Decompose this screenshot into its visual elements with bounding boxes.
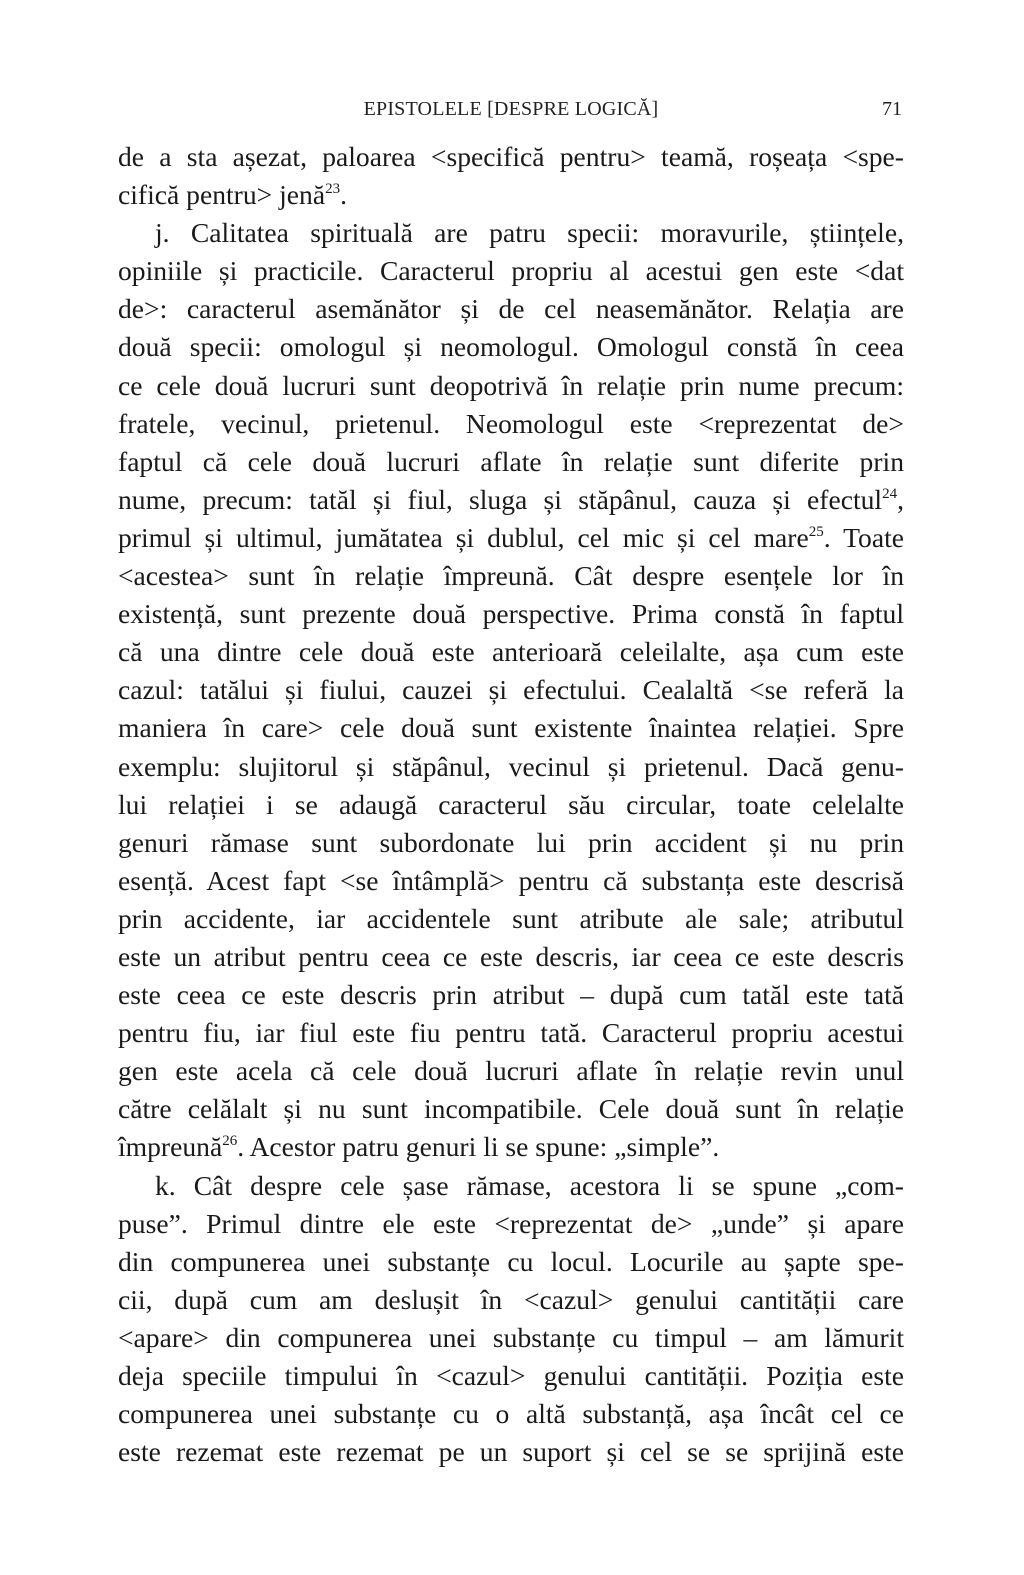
text-line: de>: caracterul asemănător și de cel neasemănător. Relația are: [118, 293, 904, 325]
text-line: este un atribut pentru ceea ce este descris, iar ceea ce este descris: [118, 940, 904, 972]
text-line: genuri rămase sunt subordonate lui prin accident și nu prin: [118, 826, 904, 858]
text-line: din compunerea unei substanțe cu locul. Locurile au șapte spe-: [118, 1245, 904, 1277]
paragraph-start: k. Cât despre cele șase rămase, acestora li se spune „com-: [155, 1169, 904, 1201]
footnote-ref[interactable]: 26: [222, 1133, 238, 1150]
footnote-ref[interactable]: 23: [325, 181, 341, 198]
text-line: <acestea> sunt în relație împreună. Cât despre esențele lor în: [118, 560, 904, 592]
text-line: două specii: omologul și neomologul. Omologul constă în ceea: [118, 331, 904, 363]
page-header: [118, 98, 904, 124]
text-line: prin accidente, iar accidentele sunt atribute ale sale; atributul: [118, 902, 904, 934]
text-line: <apare> din compunerea unei substanțe cu timpul – am lămurit: [118, 1321, 904, 1353]
text-line: faptul că cele două lucruri aflate în relație sunt diferite prin: [118, 445, 904, 477]
text-line: împreună$^{26}$. Acestor patru genuri li se spune: „simple”.: [118, 1131, 720, 1163]
text-line: compunerea unei substanțe cu o altă substanță, așa încât cel ce: [118, 1398, 904, 1430]
text-line: este rezemat este rezemat pe un suport și cel se se sprijină este: [118, 1436, 904, 1468]
page-number: 71: [882, 98, 902, 120]
text-line: nume, precum: tatăl și fiul, sluga și stăpânul, cauza și efectul$^{24}$,: [118, 483, 904, 515]
text-line: deja speciile timpului în <cazul> genului cantității. Poziția este: [118, 1360, 904, 1391]
text-line: maniera în care> cele două sunt existente înaintea relației. Spre: [118, 712, 904, 744]
text-line: de a sta așezat, paloarea <specifică pentru> teamă, roșeața <spe-: [118, 141, 904, 172]
text-line: puse”. Primul dintre ele este <reprezentat de> „unde” și apare: [118, 1207, 904, 1239]
text-line: către celălalt și nu sunt incompatibile. Cele două sunt în relație: [118, 1093, 904, 1125]
text-line: lui relației i se adaugă caracterul său circular, toate celelalte: [118, 788, 904, 820]
text-line: pentru fiu, iar fiul este fiu pentru tată. Caracterul propriu acestui: [118, 1017, 904, 1049]
footnote-ref[interactable]: 24: [882, 485, 898, 502]
text-line: este ceea ce este descris prin atribut – după cum tatăl este tată: [118, 979, 904, 1011]
footnote-ref[interactable]: 25: [808, 523, 824, 540]
text-line: cifică pentru> jenă$^{23}$.: [118, 179, 347, 211]
text-line: cii, după cum am deslușit în <cazul> genului cantității care: [118, 1283, 904, 1315]
text-line: că una dintre cele două este anterioară celeilalte, așa cum este: [118, 636, 904, 668]
text-line: ce cele două lucruri sunt deopotrivă în relație prin nume precum:: [118, 369, 904, 401]
paragraph-start: j. Calitatea spirituală are patru specii: moravurile, științele,: [155, 217, 904, 249]
running-title: EPISTOLELE [DESPRE LOGICĂ]: [363, 98, 659, 120]
text-line: fratele, vecinul, prietenul. Neomologul este <reprezentat de>: [118, 407, 904, 439]
text-line: esență. Acest fapt <se întâmplă> pentru că substanța este descrisă: [118, 864, 904, 896]
text-line: existență, sunt prezente două perspective. Prima constă în faptul: [118, 598, 904, 630]
text-line: opiniile și practicile. Caracterul propriu al acestui gen este <dat: [118, 255, 904, 287]
text-line: gen este acela că cele două lucruri aflate în relație revin unul: [118, 1055, 904, 1087]
text-line: primul și ultimul, jumătatea și dublul, cel mic și cel mare$^{25}$. Toate: [118, 521, 904, 553]
body-text: [118, 138, 904, 1471]
text-line: cazul: tatălui și fiului, cauzei și efectului. Cealaltă <se referă la: [118, 674, 904, 706]
text-line: exemplu: slujitorul și stăpânul, vecinul și prietenul. Dacă genu-: [118, 750, 904, 782]
